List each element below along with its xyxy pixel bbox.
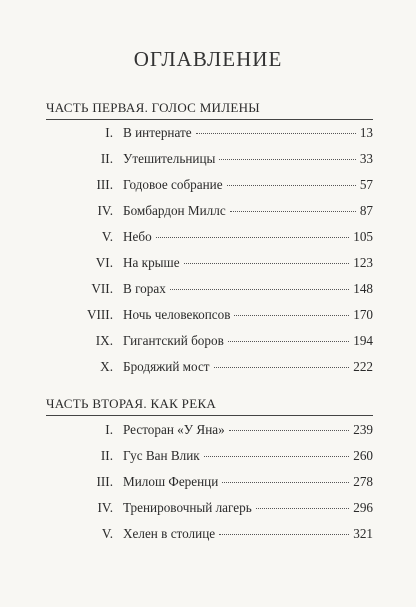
page-number: 321 bbox=[353, 526, 373, 541]
toc-entry[interactable] bbox=[46, 177, 373, 195]
dot-leader bbox=[219, 534, 349, 535]
toc-entry[interactable] bbox=[46, 151, 373, 169]
chapter-number: I. bbox=[105, 422, 113, 437]
page-number: 87 bbox=[359, 203, 373, 218]
dot-leader bbox=[214, 367, 350, 368]
page-number: 33 bbox=[359, 151, 373, 166]
dot-leader bbox=[228, 341, 349, 342]
dot-leader bbox=[234, 315, 349, 316]
part-heading: ЧАСТЬ ВТОРАЯ. КАК РЕКА bbox=[46, 396, 217, 411]
chapter-title: Ночь человекопсов bbox=[123, 307, 231, 322]
toc-entry[interactable] bbox=[46, 125, 373, 143]
page-number: 105 bbox=[353, 229, 373, 244]
chapter-number: IV. bbox=[97, 203, 113, 218]
dot-leader bbox=[170, 289, 349, 290]
part-heading: ЧАСТЬ ПЕРВАЯ. ГОЛОС МИЛЕНЫ bbox=[46, 100, 260, 115]
chapter-number: V. bbox=[101, 526, 113, 541]
chapter-number: VII. bbox=[91, 281, 113, 296]
chapter-number: IX. bbox=[95, 333, 113, 348]
page-number: 13 bbox=[359, 125, 373, 140]
toc-entry[interactable] bbox=[46, 255, 373, 273]
dot-leader bbox=[204, 456, 350, 457]
chapter-number: X. bbox=[100, 359, 113, 374]
chapter-number: VI. bbox=[95, 255, 113, 270]
toc-entry[interactable] bbox=[46, 526, 373, 544]
chapter-title: Ресторан «У Яна» bbox=[123, 422, 225, 437]
toc-entry[interactable] bbox=[46, 307, 373, 325]
chapter-title: Тренировочный лагерь bbox=[123, 500, 252, 515]
chapter-number: III. bbox=[96, 177, 113, 192]
toc-entry[interactable] bbox=[46, 203, 373, 221]
chapter-title: Бродяжий мост bbox=[123, 359, 210, 374]
chapter-number: VIII. bbox=[87, 307, 113, 322]
chapter-title: На крыше bbox=[123, 255, 180, 270]
page-number: 260 bbox=[353, 448, 373, 463]
page-number: 57 bbox=[359, 177, 373, 192]
toc-entry[interactable] bbox=[46, 359, 373, 377]
chapter-number: V. bbox=[101, 229, 113, 244]
chapter-number: III. bbox=[96, 474, 113, 489]
chapter-number: II. bbox=[100, 448, 113, 463]
chapter-number: IV. bbox=[97, 500, 113, 515]
page-number: 278 bbox=[353, 474, 373, 489]
page-number: 194 bbox=[353, 333, 373, 348]
toc-entry[interactable] bbox=[46, 422, 373, 440]
chapter-title: Утешительницы bbox=[123, 151, 216, 166]
chapter-title: Хелен в столице bbox=[123, 526, 216, 541]
chapter-title: Бомбардон Миллс bbox=[123, 203, 226, 218]
part-divider bbox=[46, 415, 373, 416]
chapter-number: II. bbox=[100, 151, 113, 166]
toc-entry[interactable] bbox=[46, 229, 373, 247]
dot-leader bbox=[184, 263, 350, 264]
chapter-title: Годовое собрание bbox=[123, 177, 223, 192]
dot-leader bbox=[230, 211, 356, 212]
toc-entry[interactable] bbox=[46, 500, 373, 518]
chapter-title: Милош Ференци bbox=[123, 474, 219, 489]
page-number: 296 bbox=[353, 500, 373, 515]
page-number: 123 bbox=[353, 255, 373, 270]
dot-leader bbox=[222, 482, 349, 483]
dot-leader bbox=[219, 159, 355, 160]
toc-entry[interactable] bbox=[46, 333, 373, 351]
chapter-number: I. bbox=[105, 125, 113, 140]
chapter-title: Небо bbox=[123, 229, 152, 244]
toc-entry[interactable] bbox=[46, 281, 373, 299]
dot-leader bbox=[256, 508, 349, 509]
toc-entry[interactable] bbox=[46, 474, 373, 492]
part-divider bbox=[46, 119, 373, 120]
chapter-title: Гигантский боров bbox=[123, 333, 224, 348]
dot-leader bbox=[227, 185, 356, 186]
page-title: ОГЛАВЛЕНИЕ bbox=[133, 47, 283, 71]
dot-leader bbox=[229, 430, 350, 431]
toc-entry[interactable] bbox=[46, 448, 373, 466]
chapter-title: Гус Ван Влик bbox=[123, 448, 200, 463]
page-number: 239 bbox=[353, 422, 373, 437]
chapter-title: В горах bbox=[123, 281, 166, 296]
page-number: 148 bbox=[353, 281, 373, 296]
dot-leader bbox=[196, 133, 356, 134]
page-number: 170 bbox=[353, 307, 373, 322]
dot-leader bbox=[156, 237, 350, 238]
chapter-title: В интернате bbox=[123, 125, 192, 140]
page-number: 222 bbox=[353, 359, 373, 374]
